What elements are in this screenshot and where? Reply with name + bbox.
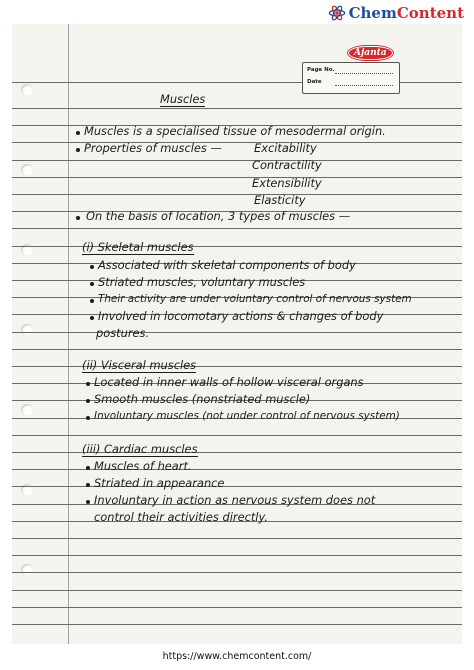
ruled-line [12,572,462,573]
section-heading: (i) Skeletal muscles [82,240,194,254]
property-item: Extensibility [252,176,322,190]
footer-url[interactable]: https://www.chemcontent.com/ [162,651,312,662]
ruled-line [12,108,462,109]
ruled-line [12,538,462,539]
page-number-date-box [302,62,400,94]
atom-icon [328,4,346,22]
section-heading: (ii) Visceral muscles [82,358,197,372]
brand-name-part2: Content [396,4,464,22]
ruled-line [12,607,462,608]
page-number-label: Page No. [307,67,335,73]
ruled-line [12,486,462,487]
margin-line [68,24,69,644]
punch-hole [21,404,33,416]
date-label: Date [307,79,322,85]
notebook-brand: Ajanta [348,46,393,60]
note-line: Involuntary in action as nervous system does not [94,493,376,507]
ruled-line [12,624,462,625]
ruled-line [12,435,462,436]
note-line: Muscles is a specialised tissue of mesodermal origin. [84,124,386,138]
property-item: Elasticity [254,193,306,207]
punch-hole [21,324,33,336]
ruled-line [12,555,462,556]
punch-hole [21,164,33,176]
note-line: Smooth muscles (nonstriated muscle) [94,392,311,406]
ruled-line [12,160,462,161]
note-line: On the basis of location, 3 types of muscles — [86,209,351,223]
property-item: Excitability [254,141,317,155]
page-title: Muscles [160,92,206,106]
note-line-continued: postures. [96,326,150,340]
brand-logo [328,4,464,22]
ruled-line [12,142,462,143]
ruled-line [12,349,462,350]
notebook-page [12,24,462,644]
ruled-line [12,452,462,453]
note-line: Involuntary muscles (not under control of nervous system) [94,410,400,422]
ruled-line [12,590,462,591]
note-line: Involved in locomotary actions & changes of body [98,309,384,323]
ruled-line [12,246,462,247]
punch-hole [21,84,33,96]
note-line: Striated in appearance [94,476,225,490]
note-line: Their activity are under voluntary control of nervous system [98,293,412,305]
note-line-continued: control their activities directly. [94,510,268,524]
note-line: Located in inner walls of hollow visceral organs [94,375,364,389]
ruled-line [12,228,462,229]
ruled-line [12,194,462,195]
brand-name-part1: Chem [348,4,397,22]
section-heading: (iii) Cardiac muscles [82,442,198,456]
ruled-line [12,469,462,470]
ruled-line [12,332,462,333]
note-line: Striated muscles, voluntary muscles [98,275,306,289]
note-line: Muscles of heart. [94,459,192,473]
ruled-line [12,366,462,367]
property-item: Contractility [252,158,322,172]
note-line: Associated with skeletal components of body [98,258,356,272]
note-line: Properties of muscles — [84,141,222,155]
page-header-box [302,46,452,96]
punch-hole [21,564,33,576]
ruled-line [12,177,462,178]
